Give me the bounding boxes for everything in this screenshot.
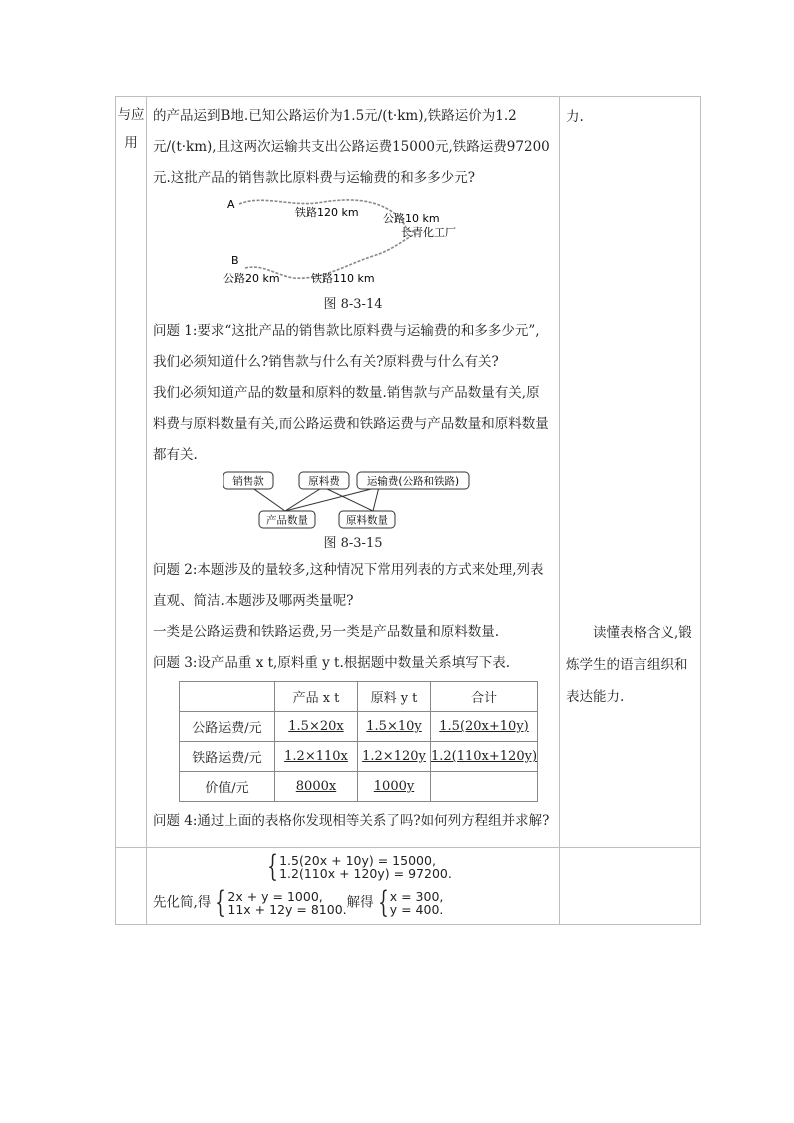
rail-bottom-label: 铁路110 km	[311, 272, 375, 285]
row-label: 铁路运费/元	[180, 742, 275, 772]
table-cell: 1.2×110x	[284, 749, 348, 764]
notes-cell-empty	[560, 848, 701, 925]
freight-label: 运输费(公路和铁路)	[366, 475, 460, 488]
stage-cell	[116, 97, 147, 848]
equation-1: 1.5(20x + 10y) = 15000,	[279, 853, 436, 868]
route-map-figure	[223, 194, 483, 294]
figure-15-caption: 图 8-3-15	[323, 536, 383, 551]
solution-cell	[147, 848, 560, 925]
material-cost-label: 原料费	[308, 475, 340, 488]
rail-top-label: 铁路120 km	[295, 206, 359, 219]
result-x: x = 300,	[389, 889, 444, 904]
sales-label: 销售款	[232, 475, 264, 488]
table-header-cell: 产品 x t	[275, 682, 358, 712]
table-cell: 1.2(110x+120y)	[431, 749, 538, 764]
equation-2: 1.2(110x + 120y) = 97200.	[279, 866, 452, 881]
result-y: y = 400.	[389, 902, 444, 917]
table-header-cell	[180, 682, 275, 712]
problem-text: 的产品运到B地.已知公路运价为1.5元/(t·km),铁路运价为1.2元/(t·km),且这两次运输共支出公路运费15000元,铁路运费97200元.这批产品的销售款比原料费与运输费的和多多少元?	[153, 108, 550, 186]
table-cell: 1000y	[373, 779, 415, 794]
material-qty-label: 原料数量	[346, 514, 388, 527]
freight-table	[179, 681, 538, 802]
question-4: 问题 4:通过上面的表格你发现相等关系了吗?如何列方程组并求解?	[153, 813, 550, 829]
simplified-eq-2: 11x + 12y = 8100.	[227, 902, 347, 917]
figure-14-caption: 图 8-3-14	[323, 297, 383, 312]
point-b-label: B	[231, 254, 239, 267]
content-cell	[147, 97, 560, 848]
question-2: 问题 2:本题涉及的量较多,这种情况下常用列表的方式来处理,列表直观、简洁.本题涉及哪两类量呢?	[153, 562, 544, 609]
simplified-eq-1: 2x + y = 1000,	[227, 889, 323, 904]
table-header-row	[180, 682, 538, 712]
question-1: 问题 1:要求“这批产品的销售款比原料费与运输费的和多多少元”,我们必须知道什么?销售款与什么有关?原料费与什么有关?	[153, 323, 540, 370]
relation-diagram	[223, 471, 483, 533]
equation-system: { 1.5(20x + 10y) = 15000, 1.2(110x + 120y) = 97200.	[267, 849, 452, 884]
table-header-cell: 原料 y t	[358, 682, 431, 712]
table-cell: 1.5(20x+10y)	[439, 719, 529, 734]
solve-label: 解得	[346, 894, 374, 911]
product-qty-label: 产品数量	[266, 514, 308, 527]
road-bottom-label: 公路20 km	[223, 272, 280, 285]
table-row	[180, 772, 538, 802]
question-3: 问题 3:设产品重 x t,原料重 y t.根据题中数量关系填写下表.	[153, 655, 511, 671]
table-cell: 1.5×20x	[288, 719, 344, 734]
simplify-label: 先化简,得	[153, 894, 212, 911]
solution-system: { x = 300, y = 400.	[377, 885, 444, 920]
notes-cell	[560, 97, 701, 848]
simplified-system: { 2x + y = 1000, 11x + 12y = 8100.	[215, 885, 347, 920]
table-header-cell: 合计	[431, 682, 538, 712]
lesson-table	[115, 96, 701, 925]
table-row	[180, 742, 538, 772]
note-mid: 读懂表格含义,锻炼学生的语言组织和表达能力.	[566, 625, 692, 705]
table-cell: 1.2×120y	[362, 749, 426, 764]
answer-2: 一类是公路运费和铁路运费,另一类是产品数量和原料数量.	[153, 624, 500, 640]
point-a-label: A	[227, 198, 235, 211]
row-label: 价值/元	[180, 772, 275, 802]
row-label: 公路运费/元	[180, 712, 275, 742]
table-row	[180, 712, 538, 742]
stage-label: 与应用	[117, 107, 145, 151]
note-top: 力.	[566, 109, 584, 125]
road-top-label: 公路10 km	[383, 212, 440, 225]
table-cell: 1.5×10y	[366, 719, 422, 734]
stage-cell-empty	[116, 848, 147, 925]
table-cell: 8000x	[295, 779, 337, 794]
answer-1: 我们必须知道产品的数量和原料的数量.销售款与产品数量有关,原料费与原料数量有关,而公路运费和铁路运费与产品数量和原料数量都有关.	[153, 385, 549, 463]
table-cell	[431, 772, 538, 802]
factory-label: 长青化工厂	[401, 226, 456, 239]
